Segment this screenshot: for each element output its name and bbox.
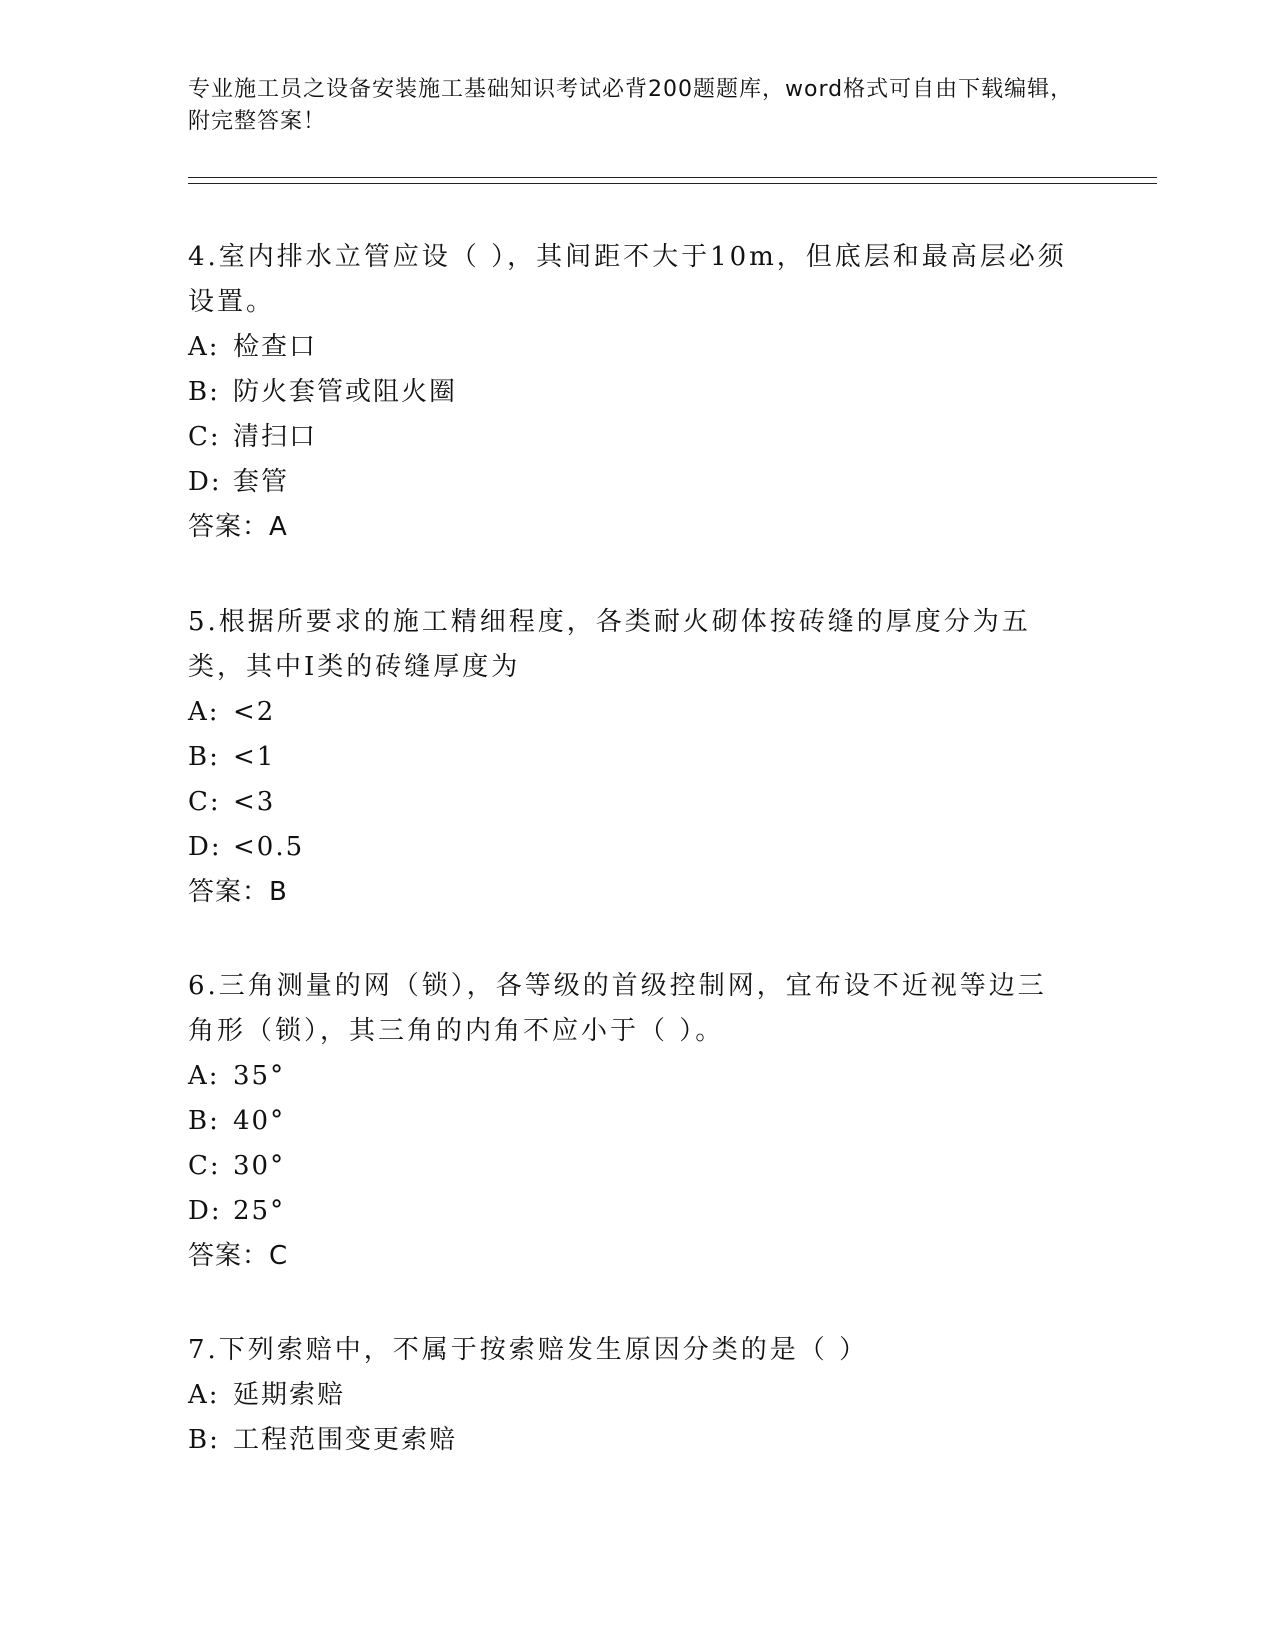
- option-a: [188, 1373, 1068, 1418]
- option-b: [188, 735, 1068, 780]
- answer-line: 答案：C: [188, 1241, 289, 1271]
- answer-line: 答案：A: [188, 512, 288, 542]
- option-text: 延期索赔: [233, 1380, 346, 1410]
- question-text: 4.室内排水立管应设（ ），其间距不大于10m，但底层和最高层必须设置。: [188, 242, 1067, 317]
- option-b: [188, 1418, 1068, 1463]
- option-text: <0.5: [233, 832, 305, 862]
- option-a: [188, 1054, 1068, 1099]
- option-text: <3: [233, 787, 276, 817]
- option-text: 25°: [233, 1196, 286, 1226]
- option-key: B:: [188, 1425, 220, 1455]
- question-text: 7.下列索赔中，不属于按索赔发生原因分类的是（ ）: [188, 1335, 869, 1365]
- option-key: B:: [188, 1106, 220, 1136]
- option-key: C:: [188, 787, 221, 817]
- option-c: [188, 415, 1068, 460]
- option-c: [188, 1144, 1068, 1189]
- option-key: A:: [188, 1380, 220, 1410]
- option-key: B:: [188, 377, 220, 407]
- option-d: [188, 825, 1068, 870]
- option-a: [188, 325, 1068, 370]
- option-key: A:: [188, 332, 220, 362]
- option-key: C:: [188, 422, 221, 452]
- option-c: [188, 780, 1068, 825]
- option-text: 30°: [233, 1151, 286, 1181]
- question-7: [188, 1328, 1068, 1463]
- answer-line: 答案：B: [188, 877, 288, 907]
- header-divider-bottom: [188, 183, 1157, 184]
- option-text: 套管: [233, 467, 290, 497]
- option-key: D:: [188, 832, 222, 862]
- option-text: 35°: [233, 1061, 286, 1091]
- option-text: 工程范围变更索赔: [233, 1425, 458, 1455]
- question-text: 5.根据所要求的施工精细程度，各类耐火砌体按砖缝的厚度分为五类，其中Ⅰ类的砖缝厚度为: [188, 607, 1031, 682]
- question-6: [188, 964, 1068, 1279]
- question-text: 6.三角测量的网（锁），各等级的首级控制网，宜布设不近视等边三角形（锁），其三角的内角不应小于（ ）。: [188, 971, 1047, 1046]
- question-4: [188, 235, 1068, 550]
- option-text: <1: [233, 742, 276, 772]
- option-key: D:: [188, 467, 222, 497]
- option-key: C:: [188, 1151, 221, 1181]
- question-5: [188, 600, 1068, 915]
- option-text: 40°: [233, 1106, 286, 1136]
- document-title: 专业施工员之设备安装施工基础知识考试必背200题题库，word格式可自由下载编辑，附完整答案！: [188, 77, 1074, 134]
- option-d: [188, 460, 1068, 505]
- option-a: [188, 690, 1068, 735]
- option-text: 防火套管或阻火圈: [233, 377, 458, 407]
- option-d: [188, 1189, 1068, 1234]
- option-key: A:: [188, 1061, 220, 1091]
- option-key: D:: [188, 1196, 222, 1226]
- option-key: A:: [188, 697, 220, 727]
- option-b: [188, 370, 1068, 415]
- option-text: 清扫口: [233, 422, 318, 452]
- option-text: <2: [233, 697, 276, 727]
- header-divider-top: [188, 177, 1157, 178]
- option-b: [188, 1099, 1068, 1144]
- option-text: 检查口: [233, 332, 318, 362]
- option-key: B:: [188, 742, 220, 772]
